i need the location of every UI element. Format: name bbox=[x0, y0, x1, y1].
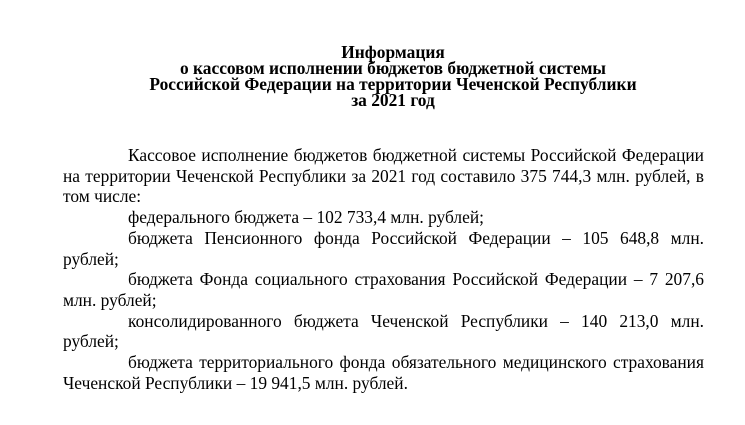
item-pension-fund: бюджета Пенсионного фонда Российской Федерации – 105 648,8 млн. рублей; bbox=[63, 227, 704, 269]
intro-paragraph: Кассовое исполнение бюджетов бюджетной системы Российской Федерации на территории Чеченской Республики за 2021 год составило 375 744,3 млн. рублей, в том числе: bbox=[63, 145, 704, 207]
item-social-insurance-fund: бюджета Фонда социального страхования Российской Федерации – 7 207,6 млн. рублей; bbox=[63, 269, 704, 310]
title-line-4: за 2021 год bbox=[351, 90, 435, 110]
item-medical-insurance-fund: бюджета территориального фонда обязательного медицинского страхования Чеченской Республики – 19 941,5 млн. рублей. bbox=[63, 352, 704, 393]
item-federal-budget: федерального бюджета – 102 733,4 млн. рублей; bbox=[128, 207, 484, 228]
document-body bbox=[63, 145, 704, 393]
title-line-1: Информация bbox=[341, 42, 445, 62]
item-consolidated-budget: консолидированного бюджета Чеченской Республики – 140 213,0 млн. рублей; bbox=[63, 310, 704, 352]
title-line-2: о кассовом исполнении бюджетов бюджетной системы bbox=[179, 58, 606, 78]
title-line-3: Российской Федерации на территории Чеченской Республики bbox=[149, 74, 637, 94]
document-title bbox=[80, 44, 706, 108]
